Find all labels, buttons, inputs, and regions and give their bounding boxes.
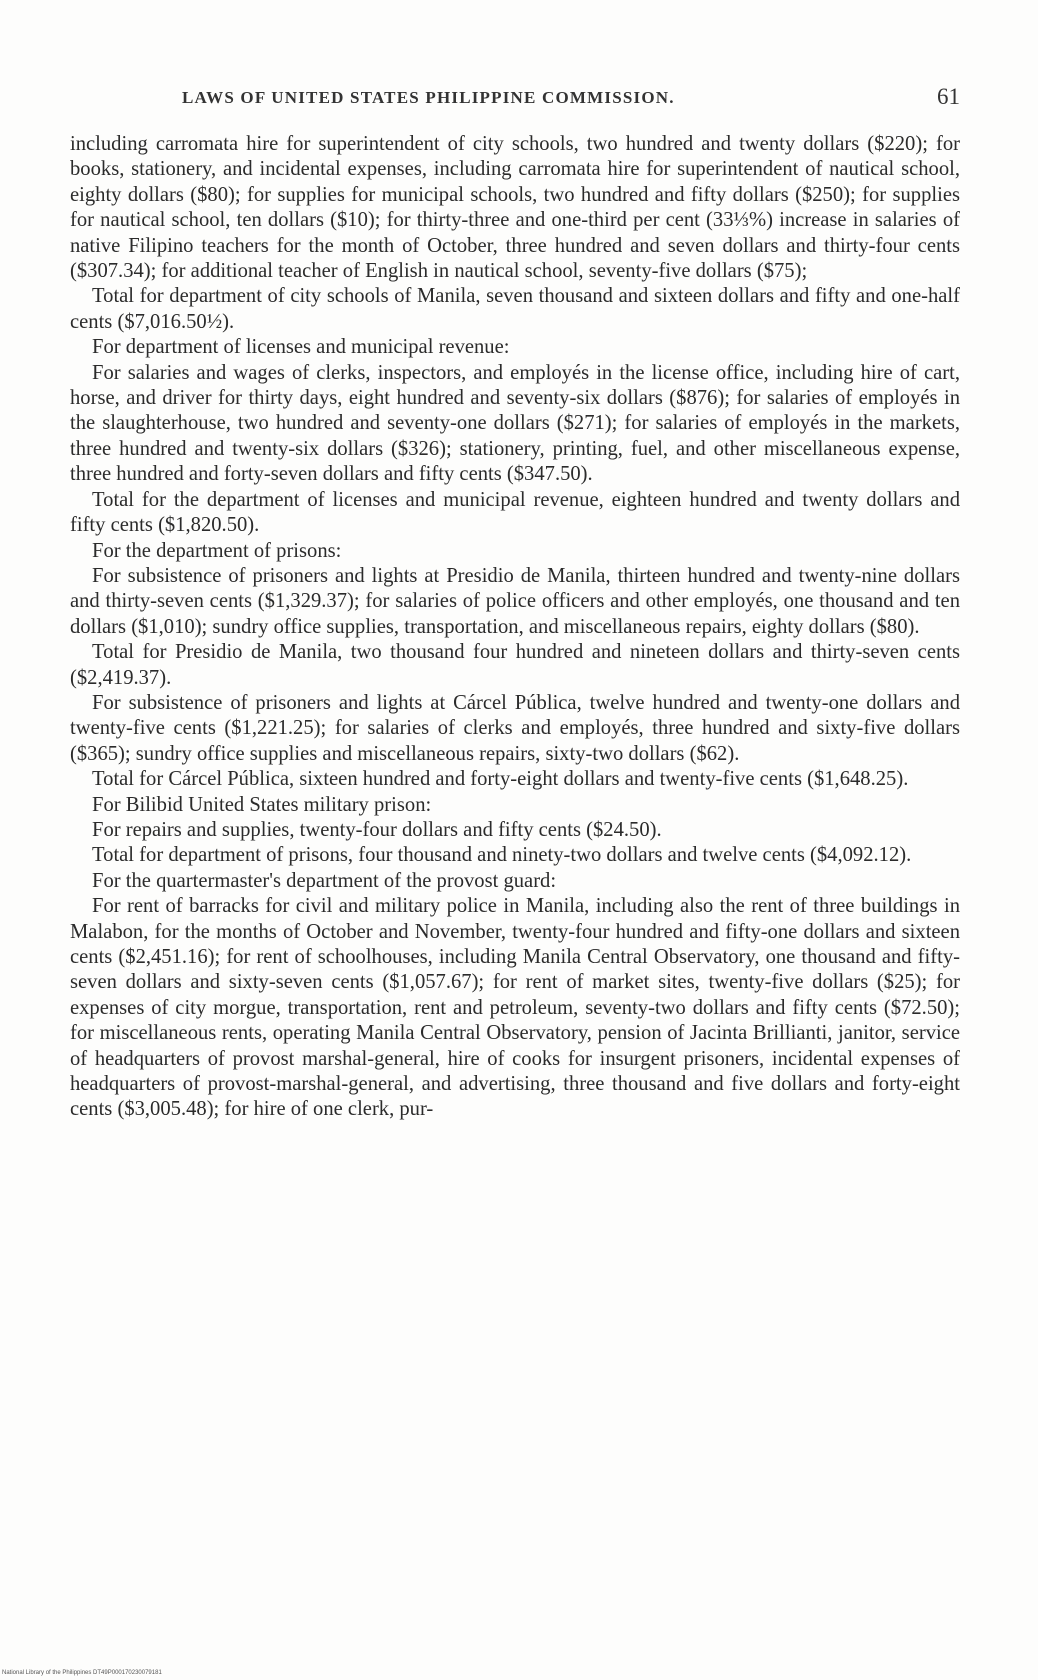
paragraph: Total for the department of licenses and municipal revenue, eighteen hundred and twenty dollars and fifty cents ($1,820.50). <box>70 488 960 537</box>
paragraph: For department of licenses and municipal revenue: <box>92 336 510 359</box>
paragraph: including carromata hire for superintendent of city schools, two hundred and twenty dollars ($220); for books, stationery, and incidental expenses, including carromata hire for superintendent of nautical school, eighty dollars ($80); for supplies for municipal schools, two hundred and fifty dollars ($250); for supplies for nautical school, ten dollars ($10); for thirty-three and one-third per cent (33⅓%) increase in salaries of native Filipino teachers for the month of October, three hundred and seven dollars and thirty-four cents ($307.34); for additional teacher of English in nautical school, seventy-five dollars ($75); <box>70 133 960 283</box>
paragraph: For subsistence of prisoners and lights at Cárcel Pública, twelve hundred and twenty-one dollars and twenty-five cents ($1,221.25); for salaries of clerks and employés, three hundred and sixty-five dollars ($365); sundry office supplies and miscellaneous repairs, sixty-two dollars ($62). <box>70 691 960 765</box>
paragraph: Total for Presidio de Manila, two thousand four hundred and nineteen dollars and thirty-seven cents ($2,419.37). <box>70 641 960 689</box>
paragraph: For repairs and supplies, twenty-four dollars and fifty cents ($24.50). <box>92 818 662 841</box>
paragraph: For salaries and wages of clerks, inspectors, and employés in the license office, including hire of cart, horse, and driver for thirty days, eight hundred and seventy-six dollars ($876); for salaries of employés in the slaughterhouse, two hundred and seventy-one dollars ($271); for salaries of employés in the markets, three hundred and twenty-six dollars ($326); stationery, printing, fuel, and other miscellaneous expense, three hundred and forty-seven dollars and fifty cents ($347.50). <box>70 361 960 486</box>
body-text <box>70 132 960 1123</box>
page-number: 61 <box>937 84 960 109</box>
paragraph: Total for department of prisons, four thousand and ninety-two dollars and twelve cents ($4,092.12). <box>92 844 912 867</box>
paragraph: For the quartermaster's department of the provost guard: <box>92 869 557 892</box>
paragraph: For the department of prisons: <box>92 539 342 562</box>
running-head: LAWS OF UNITED STATES PHILIPPINE COMMISSION. <box>182 88 675 107</box>
paragraph: For Bilibid United States military prison: <box>92 793 432 816</box>
paragraph: Total for department of city schools of Manila, seven thousand and sixteen dollars and fifty and one-half cents ($7,016.50½). <box>70 285 960 333</box>
paragraph: For rent of barracks for civil and military police in Manila, including also the rent of three buildings in Malabon, for the months of October and November, twenty-four hundred and fifty-one dollars and sixteen cents ($2,451.16); for rent of schoolhouses, including Manila Central Observatory, one thousand and fifty-seven dollars and sixty-seven cents ($1,057.67); for rent of market sites, twenty-five dollars ($25); for expenses of city morgue, transportation, rent and petroleum, seventy-two dollars and fifty cents ($72.50); for miscellaneous rents, operating Manila Central Observatory, pension of Jacinta Brillianti, janitor, service of headquarters of provost marshal-general, hire of cooks for insurgent prisoners, incidental expenses of headquarters of provost-marshal-general, and advertising, three thousand and five dollars and forty-eight cents ($3,005.48); for hire of one clerk, pur- <box>70 895 960 1121</box>
paragraph: For subsistence of prisoners and lights at Presidio de Manila, thirteen hundred and twenty-nine dollars and thirty-seven cents ($1,329.37); for salaries of police officers and other employés, one thousand and ten dollars ($1,010); sundry office supplies, transportation, and miscellaneous repairs, eighty dollars ($80). <box>70 564 960 638</box>
page-header <box>70 84 960 114</box>
paragraph: Total for Cárcel Pública, sixteen hundred and forty-eight dollars and twenty-five cents ($1,648.25). <box>92 768 909 791</box>
scan-footer-note: National Library of the Philippines DT49P000170230079181 <box>2 1670 162 1676</box>
